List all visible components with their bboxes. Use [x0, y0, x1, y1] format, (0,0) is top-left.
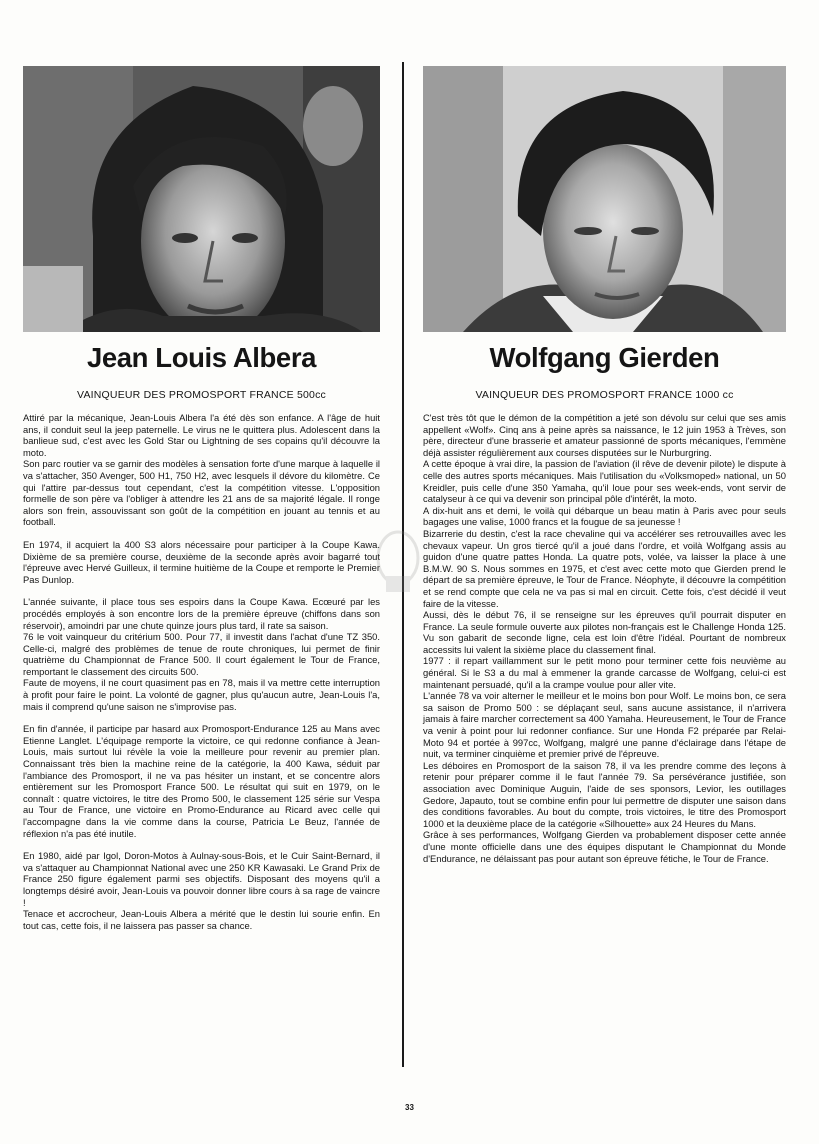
left-column — [23, 66, 380, 931]
article-paragraph: Faute de moyens, il ne court quasiment pas en 78, mais il va mettre cette interruption à profit pour faire le point. La volonté de gagner, plus qu'aucun autre, Jean-Louis l'a, mais il comprend qu'une saison ne s'improvise pas. — [23, 677, 380, 712]
article-paragraph: L'année suivante, il place tous ses espoirs dans la Coupe Kawa. Ecœuré par les procédés employés à son encontre lors de la première épreuve (chiffons dans son réservoir), amoindri par une chute quinze jours plus tard, il rate sa saison. — [23, 596, 380, 631]
article-paragraph: Bizarrerie du destin, c'est la race chevaline qui va accélérer ses retrouvailles avec les chevaux vapeur. Un gros tiercé qu'il a joué dans l'ordre, et voilà Wolfgang assis au guidon d'une quatre pattes Honda. La quatre pots, volée, va laisser la place à une B.M.W. 90 S. Nous sommes en 1975, et c'est avec cette moto que Gierden prend le départ de sa première épreuve, le Tour de France. Néophyte, il découvre la compétition et se rend compte que cela ne va pas si mal en circuit. Cette fois, c'est décidé il veut faire de la vitesse. — [423, 527, 786, 609]
gierden-article-body — [423, 412, 786, 864]
article-paragraph: Attiré par la mécanique, Jean-Louis Albera l'a été dès son enfance. A l'âge de huit ans, il conduit seul la jeep paternelle. Le virus ne le quittera plus. Adolescent dans la banlieue sud, c'est avec les Gold Star ou Lightning de ses copains qu'il découvre la moto. — [23, 412, 380, 458]
article-paragraph: En 1980, aidé par Igol, Doron-Motos à Aulnay-sous-Bois, et le Cuir Saint-Bernard, il va s'attaquer au Championnat National avec une 250 KR Kawasaki. Le Grand Prix de France 250 figure également parmi ses objectifs. Disposant des moyens qu'il a longtemps désiré avoir, Jean-Louis va pouvoir donner libre cours à sa rage de vaincre ! — [23, 850, 380, 908]
article-paragraph: 76 le voit vainqueur du critérium 500. Pour 77, il investit dans l'achat d'une TZ 350. Celle-ci, malgré des problèmes de tenue de route chroniques, lui permet de finir quatrième du Championnat de France 500. Il court également le Tour de France, remportant le classement des circuits 500. — [23, 631, 380, 677]
article-paragraph: Son parc routier va se garnir des modèles à sensation forte d'une marque à laquelle il va s'attacher, 350 Avenger, 500 H1, 750 H2, avec lesquels il dévore du kilomètre. Ce qui l'attire par-dessus tout cependant, c'est la compétition vitesse. L'opposition formelle de son père va l'obliger à attendre les 21 ans de sa majorité légale. Il ronge alors son frein, assouvissant son goût de la compétition en jouant au tennis et au football. — [23, 458, 380, 528]
right-column — [423, 66, 786, 864]
article-paragraph: 1977 : il repart vaillamment sur le petit mono pour terminer cette fois neuvième au général. Si le S3 a du mal à emmener la grande carcasse de Wolfgang, celui-ci est maintenant persuadé, qu'il a la crampe voulue pour aller vite. — [423, 655, 786, 690]
article-paragraph: Les déboires en Promosport de la saison 78, il va les prendre comme des leçons à retenir pour préparer comme il le faut l'année 79. Sa persévérance justifiée, son association avec Dominique Auguin, l'aide de ses sponsors, Levior, les outillages Gedore, Japauto, tout se combine enfin pour lui permettre de disputer une saison dans des conditions favorables. Au bout du compte, trois victoires, le titre des Promosport 1000 et la deuxième place de la catégorie «Silhouette» aux 24 Heures du Mans. — [423, 759, 786, 829]
portrait-photo-icon — [423, 66, 786, 332]
gierden-subtitle: VAINQUEUR DES PROMOSPORT FRANCE 1000 cc — [475, 389, 734, 401]
article-paragraph: L'année 78 va voir alterner le meilleur et le moins bon pour Wolf. Le moins bon, ce sera sa saison de Promo 500 : se déplaçant seul, sans aucune assistance, il n'arrivera jamais à faire marcher correctement sa 400 Yamaha. Heureusement, le Tour de France va venir à point pour lui redonner confiance. Sur une Honda F2 préparée par Relai-Moto 94 et portée à 997cc, Wolfgang, malgré une panne d'éclairage dans l'étape de nuit, va terminer cinquième et premier privé de l'épreuve. — [423, 690, 786, 760]
albera-article-body — [23, 412, 380, 931]
albera-subtitle: VAINQUEUR DES PROMOSPORT FRANCE 500cc — [77, 389, 326, 401]
albera-portrait-photo — [23, 66, 380, 332]
article-paragraph: En 1974, il acquiert la 400 S3 alors nécessaire pour participer à la Coupe Kawa. Dixième de sa première course, deuxième de la seconde après avoir bagarré tout l'épreuve avec Hervé Guilleux, il termine huitième de la Coupe et remporte le Premier Pas Dunlop. — [23, 538, 380, 585]
article-paragraph: C'est très tôt que le démon de la compétition a jeté son dévolu sur celui que ses amis appellent «Wolf». Cinq ans à peine après sa naissance, le 12 juin 1953 à Trèves, son père, directeur d'une brasserie et amateur passionné de sports mécaniques, l'emmène déjà assister régulièrement aux courses disputées sur le Nurburgring. — [423, 412, 786, 458]
page-number: 33 — [405, 1103, 414, 1112]
article-paragraph: En fin d'année, il participe par hasard aux Promosport-Endurance 125 au Mans avec Etienne Langlet. L'équipage remporte la victoire, ce qui redonne confiance à Jean-Louis, mais surtout lui révèle la voie la meilleure pour revenir au premier plan. Connaissant très bien la machine reine de la catégorie, la 400 Kawa, séduit par l'ambiance des Promosport, il ne va pas hésiter un instant, et se concentre alors entièrement sur les Promosport France 500. Le résultat qui suit en 1979, on le connaît : quatre victoires, le titre des Promo 500, le classement 125 série sur Vespa au Tour de France, une victoire en Promo-Endurance au Ricard avec celle qui l'accompagne dans la vie comme dans la course, Patricia Le Beuz, l'année de réflexion n'a pas été inutile. — [23, 723, 380, 839]
article-paragraph: Tenace et accrocheur, Jean-Louis Albera a mérité que le destin lui sourie enfin. En tout cas, cette fois, il ne laissera pas passer sa chance. — [23, 908, 380, 931]
article-paragraph: A cette époque à vrai dire, la passion de l'aviation (il rêve de devenir pilote) le dispute à celle des autres sports mécaniques. Mais l'utilisation du «Volksmoped» national, un 50 Kreidler, puis celle d'une 350 Yamaha, qu'il loue pour ses week-ends, vont servir de catalyseur à ce qui va devenir son principal pôle d'intérêt, la moto. — [423, 458, 786, 505]
article-paragraph: Aussi, dès le début 76, il se renseigne sur les épreuves qu'il pourrait disputer en France. La seule formule ouverte aux pilotes non-français est le Challenge Honda 125. Vu son gabarit de seconde ligne, cela est loin d'être l'idéal. Pourtant de nombreux accessits lui valent la sixième place du classement final. — [423, 609, 786, 655]
portrait-photo-icon — [23, 66, 380, 332]
gierden-portrait-photo — [423, 66, 786, 332]
faint-watermark-icon — [372, 528, 424, 596]
albera-name-heading: Jean Louis Albera — [86, 342, 317, 373]
gierden-name-heading: Wolfgang Gierden — [489, 342, 720, 373]
article-paragraph: A dix-huit ans et demi, le voilà qui débarque un beau matin à Paris avec pour seuls bagages une valise, 1000 francs et la fougue de sa jeunesse ! — [423, 504, 786, 528]
article-paragraph: Grâce à ses performances, Wolfgang Gierden va probablement disposer cette année d'une monte officielle dans une des équipes disputant le Championnat du Monde d'Endurance, ne délaissant pas pour autant son épreuve fétiche, le Tour de France. — [423, 829, 786, 864]
